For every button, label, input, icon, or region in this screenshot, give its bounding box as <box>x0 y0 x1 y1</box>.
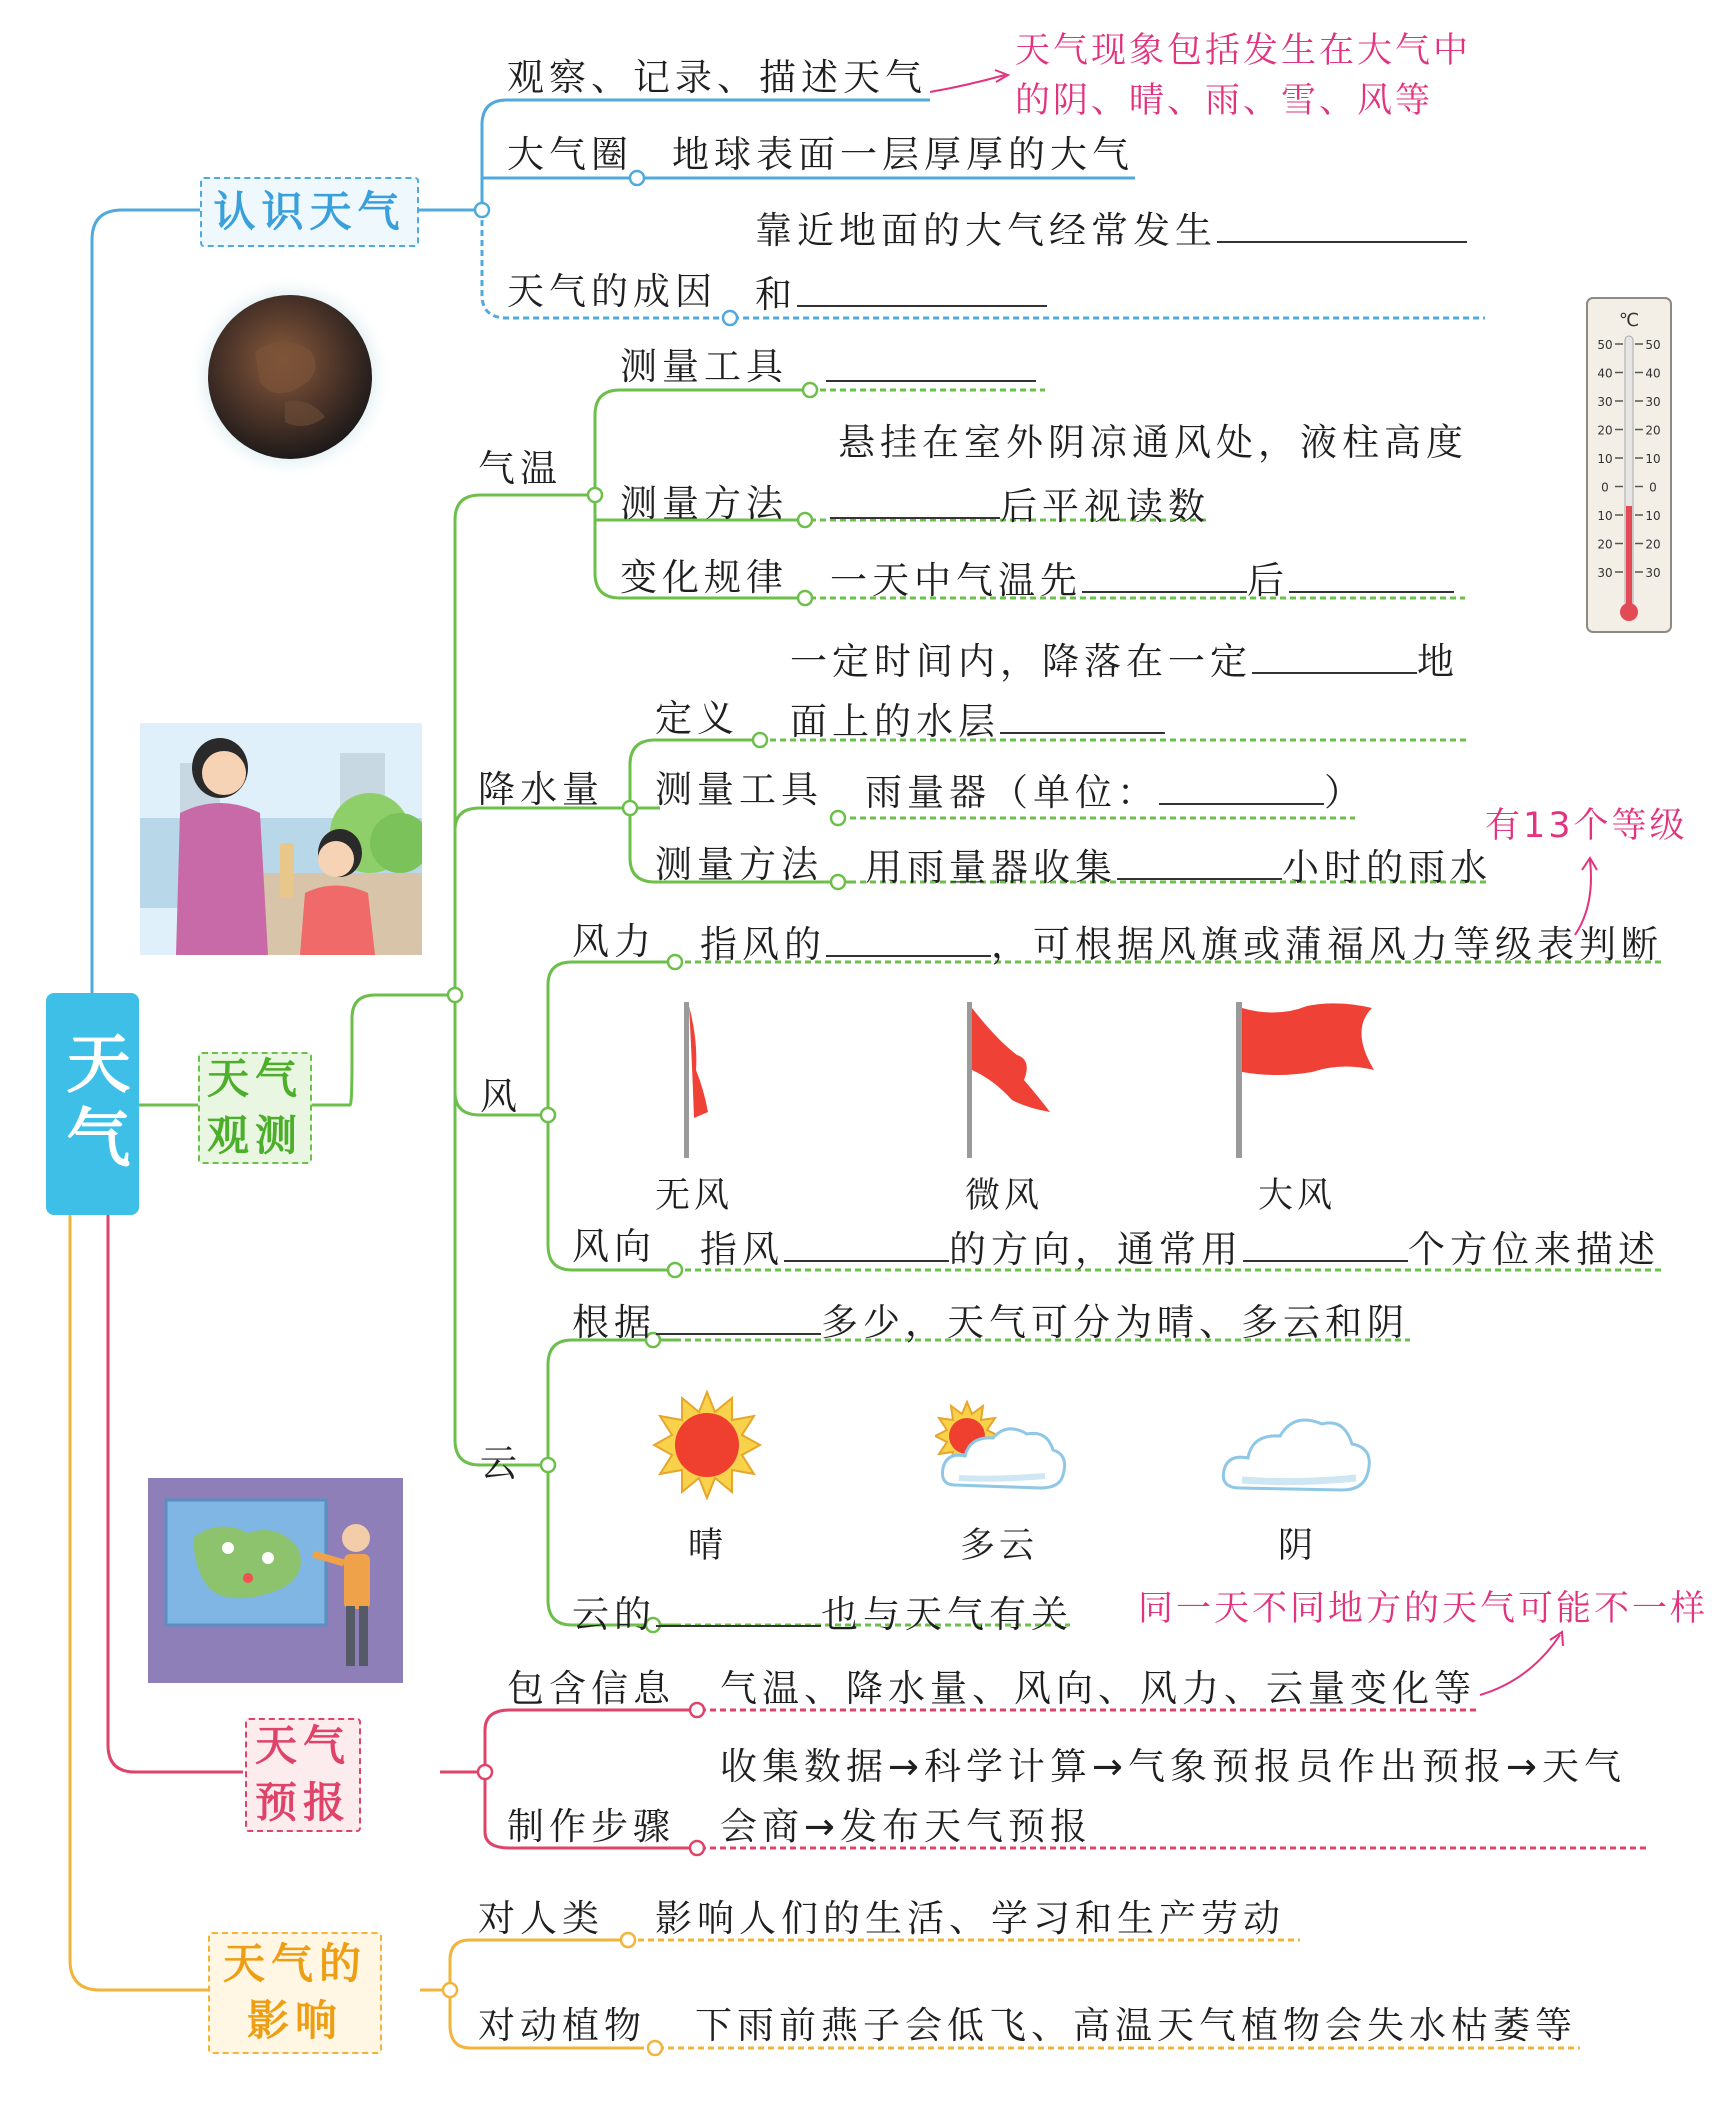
thermometer-icon <box>1585 296 1673 634</box>
flag-light-wind-icon <box>962 1000 1062 1160</box>
caption-partly-cloudy: 多云 <box>960 1526 1039 1566</box>
partly-cloudy-icon <box>935 1400 1070 1500</box>
thermo-tick-label: 20 <box>1597 423 1613 438</box>
cloud-by-a: 根据 <box>572 1301 656 1345</box>
temp-method-line2 <box>830 482 1210 530</box>
blank <box>1243 1225 1408 1262</box>
category-know-weather <box>200 177 419 247</box>
thermo-tick-label: 0 <box>1601 480 1609 495</box>
category-forecast-line2: 预报 <box>254 1778 351 1827</box>
forecast-steps-line1: 收集数据→科学计算→气象预报员作出预报→天气 <box>720 1745 1627 1788</box>
rain-method-label: 测量方法 <box>655 843 823 886</box>
thermo-tick-label: 20 <box>1597 537 1613 552</box>
category-observe-line2: 观测 <box>206 1111 303 1160</box>
rain-tool-label: 测量工具 <box>655 768 823 811</box>
know-note-line2: 的阴、晴、雨、雪、风等 <box>1015 81 1434 121</box>
wind-force-line <box>700 920 1663 968</box>
blank <box>826 920 991 957</box>
cloud-title: 云 <box>480 1442 522 1485</box>
blank <box>830 482 1000 519</box>
cloud-by-line <box>572 1298 1409 1346</box>
wind-force-b: ，可根据风旗或蒲福风力等级表判断 <box>991 923 1663 967</box>
thermo-tick-label: 10 <box>1597 509 1613 523</box>
thermo-tick-label: 20 <box>1645 537 1661 552</box>
wind-dir-a: 指风 <box>700 1228 784 1272</box>
flag-strong-wind-icon <box>1232 1000 1382 1160</box>
blank <box>656 1298 821 1335</box>
temp-title: 气温 <box>478 447 562 490</box>
category-impact-line1: 天气的 <box>222 1939 367 1989</box>
blank <box>656 1590 821 1627</box>
forecast-steps-label: 制作步骤 <box>507 1805 675 1848</box>
blank <box>1082 556 1247 593</box>
overcast-icon <box>1218 1400 1376 1500</box>
know-cause-line2 <box>755 270 1047 318</box>
caption-overcast: 阴 <box>1278 1526 1318 1566</box>
know-cause-line1 <box>755 206 1467 254</box>
thermo-tick-label: 30 <box>1597 566 1613 580</box>
flag-caption-light-wind: 微风 <box>965 1176 1044 1216</box>
impact-animal-label: 对动植物 <box>478 2004 646 2047</box>
temp-method-line1: 悬挂在室外阴凉通风处，液柱高度 <box>838 421 1468 464</box>
forecast-info-label: 包含信息 <box>507 1667 675 1710</box>
sunny-icon <box>652 1390 762 1500</box>
temp-method-label: 测量方法 <box>620 482 788 525</box>
category-impact-line2: 影响 <box>246 1996 343 2045</box>
blank <box>1217 206 1467 243</box>
rain-def-label: 定义 <box>655 697 739 740</box>
rain-def-line2 <box>790 697 1165 745</box>
thermo-tick-label: 0 <box>1649 480 1657 495</box>
thermo-tick-label: 40 <box>1645 366 1661 381</box>
thermo-tick-label: 10 <box>1597 452 1613 466</box>
thermo-tick-label: 30 <box>1645 566 1661 580</box>
temp-rule-line <box>830 556 1454 604</box>
thermo-tick-label: 10 <box>1645 452 1661 466</box>
know-cause-label: 天气的成因 <box>507 270 717 313</box>
know-cause-text1: 靠近地面的大气经常发生 <box>755 209 1217 253</box>
cloud-shape-a: 云的 <box>572 1593 656 1637</box>
blank <box>1289 556 1454 593</box>
know-observe-record: 观察、记录、描述天气 <box>507 56 927 99</box>
rain-def-line2-text: 面上的水层 <box>790 700 1000 744</box>
wind-force-a: 指风的 <box>700 923 826 967</box>
rain-method-line <box>865 843 1492 891</box>
flag-no-wind-icon <box>678 1000 738 1160</box>
rain-note: 有13个等级 <box>1485 806 1688 846</box>
root-label: 天气 <box>55 1030 130 1178</box>
category-observe-line1: 天气 <box>206 1054 303 1104</box>
root-node <box>46 993 139 1215</box>
wind-force-label: 风力 <box>572 920 656 963</box>
blank <box>1252 637 1417 674</box>
impact-animal: 下雨前燕子会低飞、高温天气植物会失水枯萎等 <box>695 2004 1577 2047</box>
thermo-tick-label: 30 <box>1645 395 1661 409</box>
temp-tool-label: 测量工具 <box>620 345 788 388</box>
temp-rule-b: 后 <box>1247 559 1289 603</box>
rain-def-a: 一定时间内，降落在一定 <box>790 640 1252 684</box>
blank <box>1159 768 1324 805</box>
blank <box>784 1225 949 1262</box>
know-cause-text2: 和 <box>755 273 797 317</box>
category-observe <box>198 1052 312 1164</box>
flag-caption-no-wind: 无风 <box>655 1176 734 1216</box>
know-note-line1: 天气现象包括发生在大气中 <box>1015 31 1472 71</box>
measuring-people-illustration <box>140 723 422 955</box>
wind-dir-c: 个方位来描述 <box>1408 1228 1660 1272</box>
category-forecast <box>245 1718 361 1832</box>
rain-def-line1 <box>790 637 1459 685</box>
category-forecast-line1: 天气 <box>254 1721 351 1771</box>
rain-tool-b: ） <box>1324 771 1366 815</box>
know-atmosphere-label: 大气圈 <box>507 133 633 176</box>
know-atmosphere-desc: 地球表面一层厚厚的大气 <box>672 133 1134 176</box>
blank <box>1117 843 1282 880</box>
rain-tool-line <box>865 768 1366 816</box>
impact-human-label: 对人类 <box>478 1897 604 1940</box>
thermo-tick-label: 10 <box>1645 509 1661 523</box>
weather-forecaster-illustration <box>148 1478 403 1683</box>
category-impact <box>208 1932 382 2054</box>
temp-rule-label: 变化规律 <box>620 556 788 599</box>
temp-method-line2-end: 后平视读数 <box>1000 485 1210 529</box>
wind-title: 风 <box>480 1075 522 1118</box>
thermo-tick-label: 30 <box>1597 395 1613 409</box>
thermo-unit: ℃ <box>1618 310 1640 331</box>
forecast-steps-line2: 会商→发布天气预报 <box>720 1805 1093 1848</box>
flag-caption-strong-wind: 大风 <box>1258 1176 1337 1216</box>
forecast-info: 气温、降水量、风向、风力、云量变化等 <box>720 1667 1476 1710</box>
thermo-tick-label: 40 <box>1597 366 1613 381</box>
wind-dir-label: 风向 <box>572 1225 656 1268</box>
category-know-label: 认识天气 <box>213 186 406 236</box>
cloud-by-b: 多少，天气可分为晴、多云和阴 <box>821 1301 1409 1345</box>
earth-atmosphere-image <box>185 272 395 482</box>
rain-tool-a: 雨量器（单位： <box>865 771 1159 815</box>
wind-dir-line <box>700 1225 1660 1273</box>
rain-title: 降水量 <box>478 768 604 811</box>
blank <box>1000 697 1165 734</box>
thermo-tick-label: 50 <box>1597 338 1613 352</box>
blank <box>826 345 1036 382</box>
cloud-note: 同一天不同地方的天气可能不一样 <box>1138 1589 1709 1629</box>
temp-rule-a: 一天中气温先 <box>830 559 1082 603</box>
caption-sunny: 晴 <box>688 1526 728 1566</box>
rain-def-b: 地 <box>1417 640 1459 684</box>
thermo-tick-label: 50 <box>1645 338 1661 352</box>
blank <box>797 270 1047 307</box>
cloud-shape-line <box>572 1590 1073 1638</box>
cloud-shape-b: 也与天气有关 <box>821 1593 1073 1637</box>
thermo-tick-label: 20 <box>1645 423 1661 438</box>
rain-method-a: 用雨量器收集 <box>865 846 1117 890</box>
rain-method-b: 小时的雨水 <box>1282 846 1492 890</box>
impact-human: 影响人们的生活、学习和生产劳动 <box>655 1897 1285 1940</box>
wind-dir-b: 的方向，通常用 <box>949 1228 1243 1272</box>
temp-tool-blank <box>826 345 1036 393</box>
